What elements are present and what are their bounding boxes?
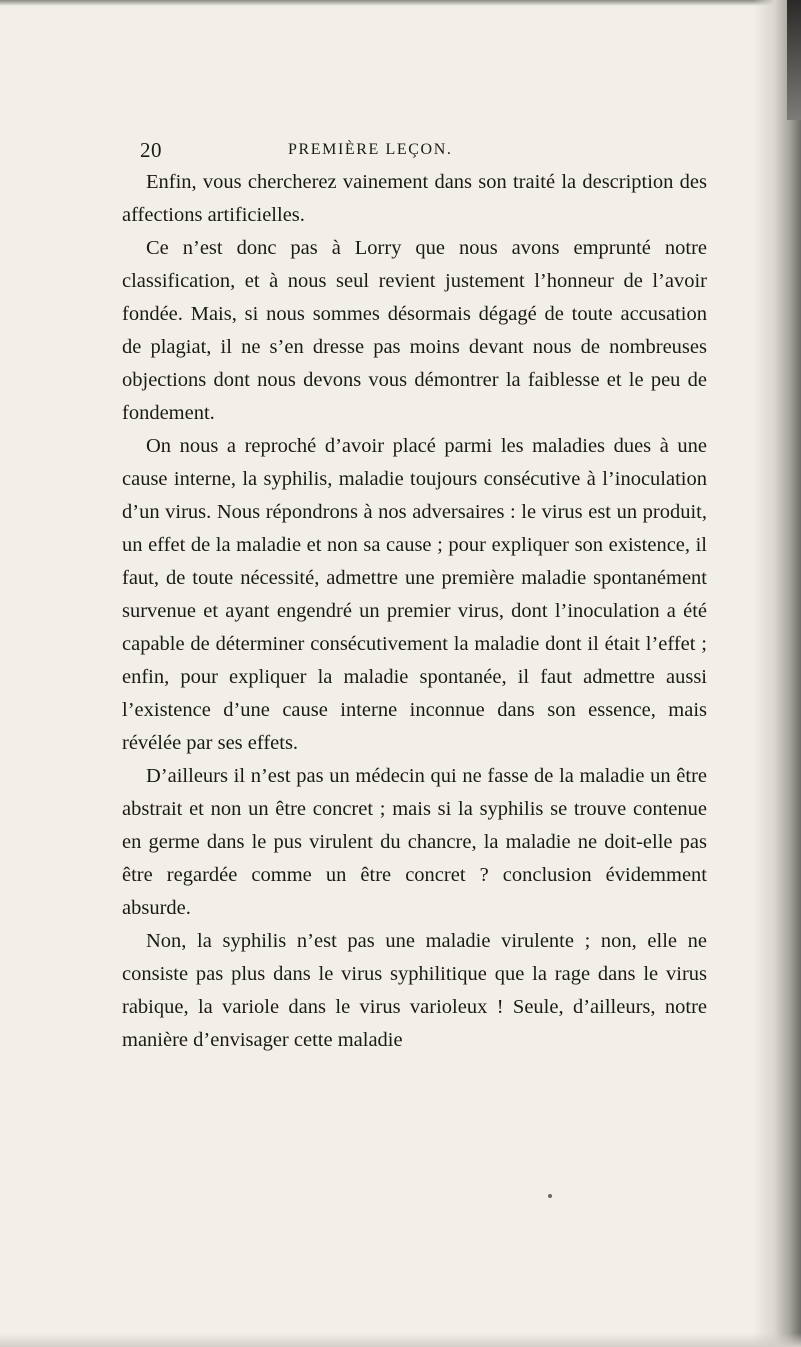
page-top-edge xyxy=(0,0,801,6)
body-text xyxy=(122,166,707,1057)
book-binding-shadow xyxy=(787,0,801,120)
paragraph: Ce n’est donc pas à Lorry que nous avons emprunté notre classification, et à nous seul revient justement l’honneur de l’avoir fondée. Mais, si nous sommes désormais dégagé de toute accusation de plagiat, il ne s’en dresse pas moins devant nous de nombreuses objections dont nous devons vous démontrer la faiblesse et le peu de fondement. xyxy=(122,237,707,424)
book-gutter-shadow xyxy=(753,0,801,1347)
running-head: PREMIÈRE LEÇON. xyxy=(288,141,453,158)
paragraph: Non, la syphilis n’est pas une maladie virulente ; non, elle ne consiste pas plus dans le virus syphilitique que la rage dans le virus rabique, la variole dans le virus varioleux ! Seule, d’ailleurs, notre manière d’envisager cette maladie xyxy=(122,930,707,1051)
paragraph: Enfin, vous chercherez vainement dans son traité la description des affections artificielles. xyxy=(122,171,707,226)
page-number: 20 xyxy=(140,138,162,162)
page-bottom-edge xyxy=(0,1333,801,1347)
ink-speck xyxy=(548,1194,552,1198)
paragraph: On nous a reproché d’avoir placé parmi les maladies dues à une cause interne, la syphilis, maladie toujours consécutive à l’inoculation d’un virus. Nous répondrons à nos adversaires : le virus est un produit, un effet de la maladie et non sa cause ; pour expliquer son existence, il faut, de toute nécessité, admettre une première maladie spontanément survenue et ayant engendré un premier virus, dont l’inoculation a été capable de déterminer consécutivement la maladie dont il était l’effet ; enfin, pour expliquer la maladie spontanée, il faut admettre aussi l’existence d’une cause interne inconnue dans son essence, mais révélée par ses effets. xyxy=(122,435,707,754)
page-header xyxy=(140,138,670,168)
paragraph: D’ailleurs il n’est pas un médecin qui ne fasse de la maladie un être abstrait et non un être concret ; mais si la syphilis se trouve contenue en germe dans le pus virulent du chancre, la maladie ne doit-elle pas être regardée comme un être concret ? conclusion évidemment absurde. xyxy=(122,765,707,919)
